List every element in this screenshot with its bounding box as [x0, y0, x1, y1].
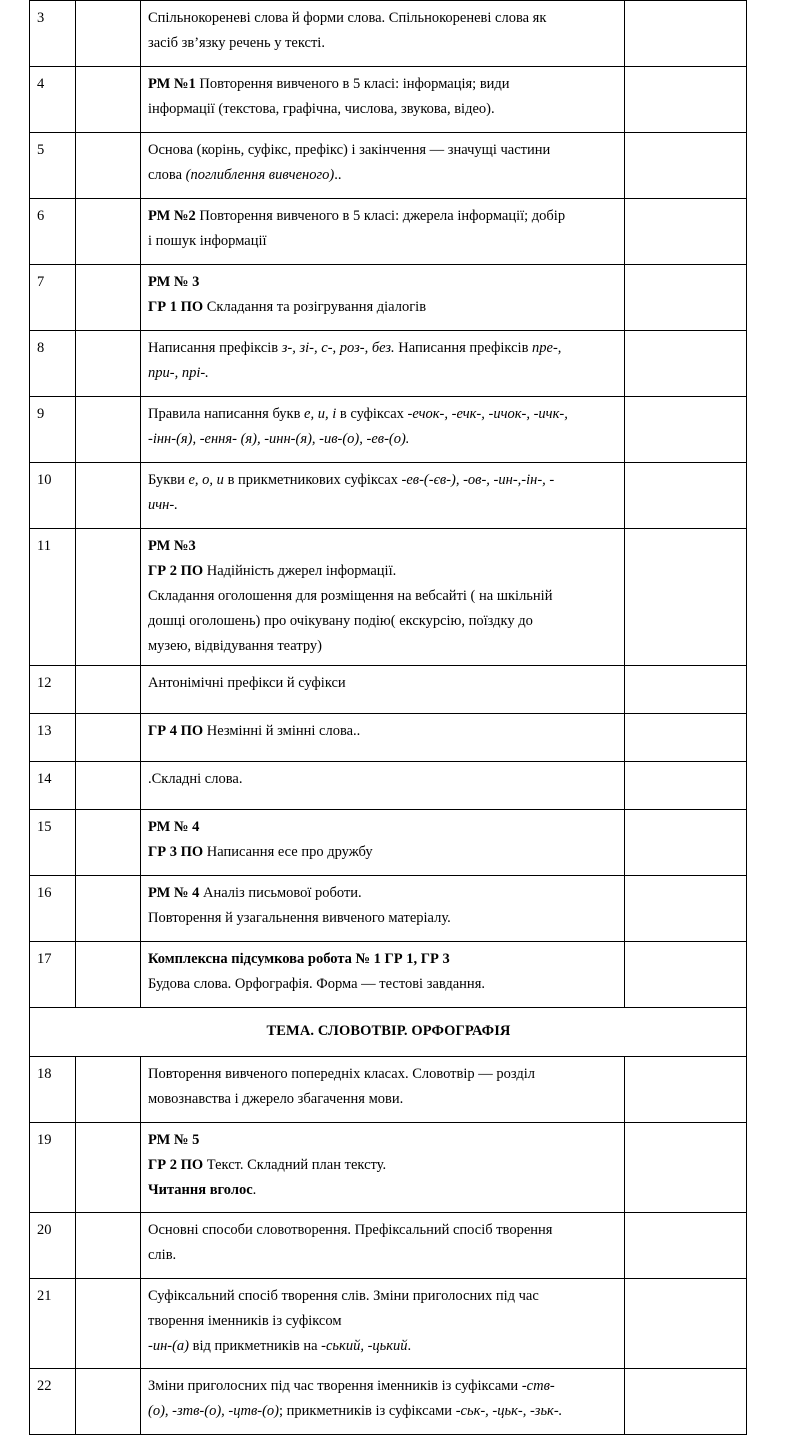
- content-line: [148, 427, 618, 452]
- text-segment: -ств-: [521, 1377, 555, 1394]
- lesson-date-cell[interactable]: [76, 1056, 141, 1122]
- lesson-note-cell[interactable]: [625, 529, 747, 666]
- text-segment: РМ №2: [148, 208, 196, 224]
- lesson-note-cell[interactable]: [625, 713, 747, 761]
- content-line: [148, 1153, 618, 1178]
- content-line: [148, 229, 618, 254]
- text-segment: засіб зв’язку речень у тексті.: [148, 34, 325, 51]
- text-segment: ..: [334, 166, 342, 183]
- content-line: [148, 336, 618, 361]
- text-segment: музею, відвідування театру): [148, 637, 322, 654]
- lesson-date-cell[interactable]: [76, 1368, 141, 1434]
- text-segment: ичн-.: [148, 496, 178, 513]
- content-line: [148, 361, 618, 386]
- lesson-note-cell[interactable]: [625, 1, 747, 67]
- text-segment: при-, прі-.: [148, 364, 209, 381]
- lesson-number-cell: 22: [30, 1368, 76, 1434]
- content-line: [148, 270, 618, 295]
- lesson-note-cell[interactable]: [625, 67, 747, 133]
- lesson-content-cell: [141, 1122, 625, 1212]
- lesson-date-cell[interactable]: [76, 199, 141, 265]
- text-segment: Будова слова. Орфографія. Форма — тестові завдання.: [148, 975, 485, 992]
- text-segment: РМ № 4: [148, 818, 200, 835]
- text-segment: .: [252, 1181, 257, 1198]
- text-segment: -ин-(а): [148, 1337, 190, 1354]
- text-segment: і пошук інформації: [148, 232, 267, 249]
- lesson-number-cell: 19: [30, 1122, 76, 1212]
- lesson-date-cell[interactable]: [76, 133, 141, 199]
- content-line: [148, 840, 618, 865]
- lesson-number-cell: 20: [30, 1212, 76, 1278]
- text-segment: Написання префіксів: [394, 340, 533, 356]
- table-row: [30, 397, 747, 463]
- lesson-note-cell[interactable]: [625, 1278, 747, 1368]
- lesson-content-cell: [141, 1212, 625, 1278]
- lesson-plan-body: [30, 1, 747, 1435]
- text-segment: Комплексна підсумкова робота № 1 ГР 1, ГР 3: [148, 950, 450, 967]
- lesson-content-cell: [141, 713, 625, 761]
- lesson-number-cell: 7: [30, 265, 76, 331]
- text-segment: ГР 2 ПО: [148, 562, 204, 579]
- lesson-note-cell[interactable]: [625, 1212, 747, 1278]
- text-segment: Правила написання букв: [148, 406, 305, 422]
- lesson-date-cell[interactable]: [76, 331, 141, 397]
- table-row: [30, 67, 747, 133]
- lesson-date-cell[interactable]: [76, 1122, 141, 1212]
- lesson-content-cell: [141, 199, 625, 265]
- lesson-content-cell: [141, 761, 625, 809]
- table-row: [30, 463, 747, 529]
- content-line: [148, 402, 618, 427]
- lesson-note-cell[interactable]: [625, 875, 747, 941]
- text-segment: Читання вголос: [148, 1181, 253, 1198]
- text-segment: -ев-(-єв-), -ов-, -ин-,-ін-, -: [401, 472, 555, 488]
- text-segment: в суфіксах: [336, 406, 408, 422]
- lesson-content-cell: [141, 809, 625, 875]
- text-segment: Написання префіксів: [148, 340, 282, 356]
- text-segment: ГР 4 ПО: [148, 722, 204, 739]
- content-line: [148, 1399, 618, 1424]
- lesson-number-cell: 18: [30, 1056, 76, 1122]
- text-segment: пре-,: [532, 340, 562, 356]
- content-line: [148, 204, 618, 229]
- content-line: [148, 534, 618, 559]
- content-line: [148, 947, 618, 972]
- text-segment: РМ № 4: [148, 884, 200, 901]
- lesson-content-cell: [141, 397, 625, 463]
- section-title: ТЕМА. СЛОВОТВІР. ОРФОГРАФІЯ: [30, 1007, 747, 1056]
- lesson-number-cell: 11: [30, 529, 76, 666]
- table-row: [30, 1212, 747, 1278]
- content-line: [148, 1178, 618, 1203]
- text-segment: Антонімічні префікси й суфікси: [148, 674, 346, 691]
- table-row: [30, 265, 747, 331]
- table-row: [30, 1122, 747, 1212]
- content-line: [148, 1243, 618, 1268]
- text-segment: Основні способи словотворення. Префіксальний спосіб творення: [148, 1221, 553, 1238]
- lesson-content-cell: [141, 331, 625, 397]
- table-row: [30, 331, 747, 397]
- lesson-plan-table: [29, 0, 747, 1435]
- lesson-content-cell: [141, 941, 625, 1007]
- lesson-note-cell[interactable]: [625, 1122, 747, 1212]
- table-row: [30, 875, 747, 941]
- lesson-note-cell[interactable]: [625, 133, 747, 199]
- lesson-note-cell[interactable]: [625, 941, 747, 1007]
- content-line: [148, 97, 618, 122]
- content-line: [148, 468, 618, 493]
- content-line: [148, 609, 618, 634]
- lesson-content-cell: [141, 1278, 625, 1368]
- table-row: [30, 761, 747, 809]
- lesson-number-cell: 3: [30, 1, 76, 67]
- table-row: [30, 713, 747, 761]
- lesson-date-cell[interactable]: [76, 713, 141, 761]
- lesson-date-cell[interactable]: [76, 761, 141, 809]
- lesson-date-cell[interactable]: [76, 67, 141, 133]
- text-segment: (о), -зтв-(о), -цтв-(о): [148, 1402, 279, 1419]
- content-line: [148, 138, 618, 163]
- lesson-number-cell: 8: [30, 331, 76, 397]
- content-line: [148, 881, 618, 906]
- text-segment: Аналіз письмової роботи.: [199, 884, 362, 901]
- content-line: [148, 295, 618, 320]
- content-line: [148, 1087, 618, 1112]
- text-segment: ГР 1 ПО: [148, 298, 204, 315]
- lesson-date-cell[interactable]: [76, 875, 141, 941]
- lesson-date-cell[interactable]: [76, 1, 141, 67]
- content-line: [148, 31, 618, 56]
- text-segment: -ський, -цький: [321, 1337, 408, 1354]
- content-line: [148, 493, 618, 518]
- text-segment: -інн-(я), -ення- (я), -инн-(я), -ив-(о), -ев-(о).: [148, 430, 410, 447]
- lesson-content-cell: [141, 1368, 625, 1434]
- text-segment: Незмінні й змінні слова..: [203, 722, 361, 739]
- text-segment: ; прикметників із суфіксами: [278, 1402, 456, 1419]
- table-row: [30, 809, 747, 875]
- content-line: [148, 1218, 618, 1243]
- table-row: [30, 1278, 747, 1368]
- lesson-content-cell: [141, 875, 625, 941]
- text-segment: -ечок-, -ечк-, -ичок-, -ичк-,: [407, 406, 568, 422]
- text-segment: Складання та розігрування діалогів: [203, 298, 427, 315]
- lesson-note-cell[interactable]: [625, 265, 747, 331]
- text-segment: Написання есе про дружбу: [203, 843, 373, 860]
- lesson-date-cell[interactable]: [76, 1278, 141, 1368]
- text-segment: Основа (корінь, суфікс, префікс) і закінчення — значущі частини: [148, 142, 551, 158]
- text-segment: Букви: [148, 472, 189, 488]
- lesson-number-cell: 6: [30, 199, 76, 265]
- lesson-note-cell[interactable]: [625, 331, 747, 397]
- lesson-number-cell: 4: [30, 67, 76, 133]
- content-line: [148, 163, 618, 188]
- text-segment: мовознавства і джерело збагачення мови.: [148, 1090, 404, 1107]
- content-line: [148, 584, 618, 609]
- text-segment: Надійність джерел інформації.: [203, 562, 397, 579]
- text-segment: в прикметникових суфіксах: [223, 472, 402, 488]
- text-segment: творення іменників із суфіксом: [148, 1312, 342, 1329]
- lesson-content-cell: [141, 1056, 625, 1122]
- lesson-number-cell: 13: [30, 713, 76, 761]
- text-segment: ГР 3 ПО: [148, 843, 204, 860]
- table-row: [30, 529, 747, 666]
- lesson-number-cell: 21: [30, 1278, 76, 1368]
- lesson-number-cell: 9: [30, 397, 76, 463]
- lesson-date-cell[interactable]: [76, 265, 141, 331]
- text-segment: слів.: [148, 1246, 177, 1263]
- content-line: [148, 559, 618, 584]
- text-segment: РМ № 5: [148, 1131, 200, 1148]
- lesson-note-cell[interactable]: [625, 761, 747, 809]
- lesson-note-cell[interactable]: [625, 1056, 747, 1122]
- table-row: [30, 199, 747, 265]
- content-line: [148, 1374, 618, 1399]
- lesson-note-cell[interactable]: [625, 809, 747, 875]
- lesson-note-cell[interactable]: [625, 397, 747, 463]
- lesson-date-cell[interactable]: [76, 1212, 141, 1278]
- content-line: [148, 767, 618, 792]
- lesson-content-cell: [141, 133, 625, 199]
- content-line: [148, 1309, 618, 1334]
- lesson-number-cell: 5: [30, 133, 76, 199]
- text-segment: ГР 2 ПО: [148, 1156, 204, 1173]
- text-segment: РМ №1: [148, 76, 196, 92]
- lesson-date-cell[interactable]: [76, 529, 141, 666]
- content-line: [148, 1284, 618, 1309]
- lesson-content-cell: [141, 529, 625, 666]
- content-line: [148, 906, 618, 931]
- content-line: [148, 719, 618, 744]
- text-segment: Повторення вивченого в 5 класі: інформація; види: [195, 76, 510, 92]
- lesson-note-cell[interactable]: [625, 1368, 747, 1434]
- text-segment: (поглиблення вивченого): [185, 166, 335, 183]
- content-line: [148, 1334, 618, 1359]
- content-line: [148, 6, 618, 31]
- text-segment: .Складні слова.: [148, 770, 243, 787]
- text-segment: е, о, и: [188, 472, 224, 488]
- content-line: [148, 634, 618, 659]
- text-segment: -ськ-, -цьк-, -зьк-.: [455, 1402, 563, 1419]
- content-line: [148, 815, 618, 840]
- table-row: [30, 1368, 747, 1434]
- text-segment: дошці оголошень) про очікувану подію( екскурсію, поїздку до: [148, 612, 533, 629]
- table-row: [30, 133, 747, 199]
- text-segment: Повторення вивченого в 5 класі: джерела інформації; добір: [195, 208, 566, 224]
- text-segment: .: [407, 1337, 412, 1354]
- text-segment: інформації (текстова, графічна, числова, звукова, відео).: [148, 100, 495, 117]
- text-segment: РМ № 3: [148, 274, 200, 290]
- text-segment: слова: [148, 166, 186, 183]
- content-line: [148, 972, 618, 997]
- lesson-date-cell[interactable]: [76, 809, 141, 875]
- content-line: [148, 671, 618, 696]
- lesson-date-cell[interactable]: [76, 397, 141, 463]
- lesson-date-cell[interactable]: [76, 463, 141, 529]
- lesson-number-cell: 15: [30, 809, 76, 875]
- table-row: [30, 665, 747, 713]
- section-header-row: [30, 1007, 747, 1056]
- lesson-number-cell: 17: [30, 941, 76, 1007]
- lesson-number-cell: 14: [30, 761, 76, 809]
- text-segment: Спільнокореневі слова й форми слова. Спільнокореневі слова як: [148, 10, 547, 26]
- content-line: [148, 1062, 618, 1087]
- lesson-date-cell[interactable]: [76, 665, 141, 713]
- text-segment: Повторення вивченого попередніх класах. Словотвір — розділ: [148, 1065, 535, 1082]
- text-segment: е, и, і: [304, 406, 337, 422]
- lesson-content-cell: [141, 1, 625, 67]
- table-row: [30, 941, 747, 1007]
- lesson-note-cell[interactable]: [625, 199, 747, 265]
- lesson-content-cell: [141, 463, 625, 529]
- lesson-number-cell: 16: [30, 875, 76, 941]
- lesson-number-cell: 10: [30, 463, 76, 529]
- text-segment: від прикметників на: [189, 1337, 322, 1354]
- text-segment: Повторення й узагальнення вивченого матеріалу.: [148, 909, 451, 926]
- lesson-note-cell[interactable]: [625, 463, 747, 529]
- content-line: [148, 72, 618, 97]
- lesson-number-cell: 12: [30, 665, 76, 713]
- lesson-content-cell: [141, 67, 625, 133]
- lesson-note-cell[interactable]: [625, 665, 747, 713]
- content-line: [148, 1128, 618, 1153]
- lesson-content-cell: [141, 665, 625, 713]
- table-row: [30, 1056, 747, 1122]
- text-segment: Зміни приголосних під час творення іменників із суфіксами: [148, 1377, 522, 1394]
- lesson-date-cell[interactable]: [76, 941, 141, 1007]
- text-segment: РМ №3: [148, 538, 196, 554]
- text-segment: з-, зі-, с-, роз-, без.: [281, 340, 395, 356]
- text-segment: Складання оголошення для розміщення на вебсайті ( на шкільній: [148, 587, 553, 604]
- text-segment: Суфіксальний спосіб творення слів. Зміни приголосних під час: [148, 1287, 539, 1304]
- text-segment: Текст. Складний план тексту.: [203, 1156, 387, 1173]
- table-row: [30, 1, 747, 67]
- lesson-content-cell: [141, 265, 625, 331]
